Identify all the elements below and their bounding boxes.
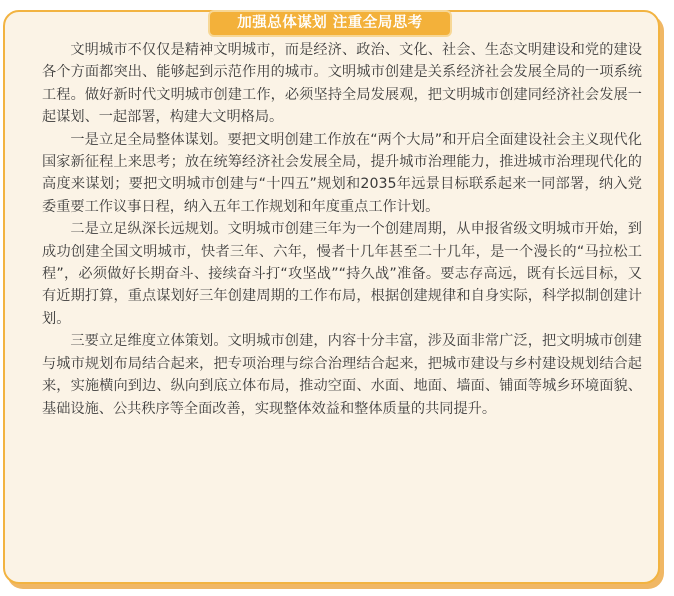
paragraph-intro: 文明城市不仅仅是精神文明城市，而是经济、政治、文化、社会、生态文明建设和党的建设各个方面都突出、能够起到示范作用的城市。文明城市创建是关系经济社会发展全局的一项系统工程。做好新时代文明城市创建工作，必须坚持全局发展观，把文明城市创建同经济社会发展一起谋划、一起部署，构建大文明格局。	[42, 42, 642, 126]
paragraph-point-three: 三要立足维度立体策划。文明城市创建，内容十分丰富，涉及面非常广泛，把文明城市创建与城市规划布局结合起来，把专项治理与综合治理结合起来，把城市建设与乡村建设规划结合起来，实施横向到边、纵向到底立体布局，推动空面、水面、地面、墙面、铺面等城乡环境面貌、基础设施、公共秩序等全面改善，实现整体效益和整体质量的共同提升。	[42, 333, 642, 417]
paragraph-point-two: 二是立足纵深长远规划。文明城市创建三年为一个创建周期，从申报省级文明城市开始，到成功创建全国文明城市，快者三年、六年，慢者十几年甚至二十几年，是一个漫长的“马拉松工程”，必须做好长期奋斗、接续奋斗打“攻坚战”“持久战”准备。要志存高远，既有长远目标，又有近期打算，重点谋划好三年创建周期的工作布局，根据创建规律和自身实际，科学拟制创建计划。	[42, 221, 642, 327]
section-title: 加强总体谋划 注重全局思考	[210, 12, 450, 35]
paragraph-point-one: 一是立足全局整体谋划。要把文明创建工作放在“两个大局”和开启全面建设社会主义现代化国家新征程上来思考；放在统筹经济社会发展全局，提升城市治理能力，推进城市治理现代化的高度来谋划；要把文明城市创建与“十四五”规划和2035年远景目标联系起来一同部署，纳入党委重要工作议事日程，纳入五年工作规划和年度重点工作计划。	[42, 131, 642, 215]
article-body	[42, 39, 642, 420]
